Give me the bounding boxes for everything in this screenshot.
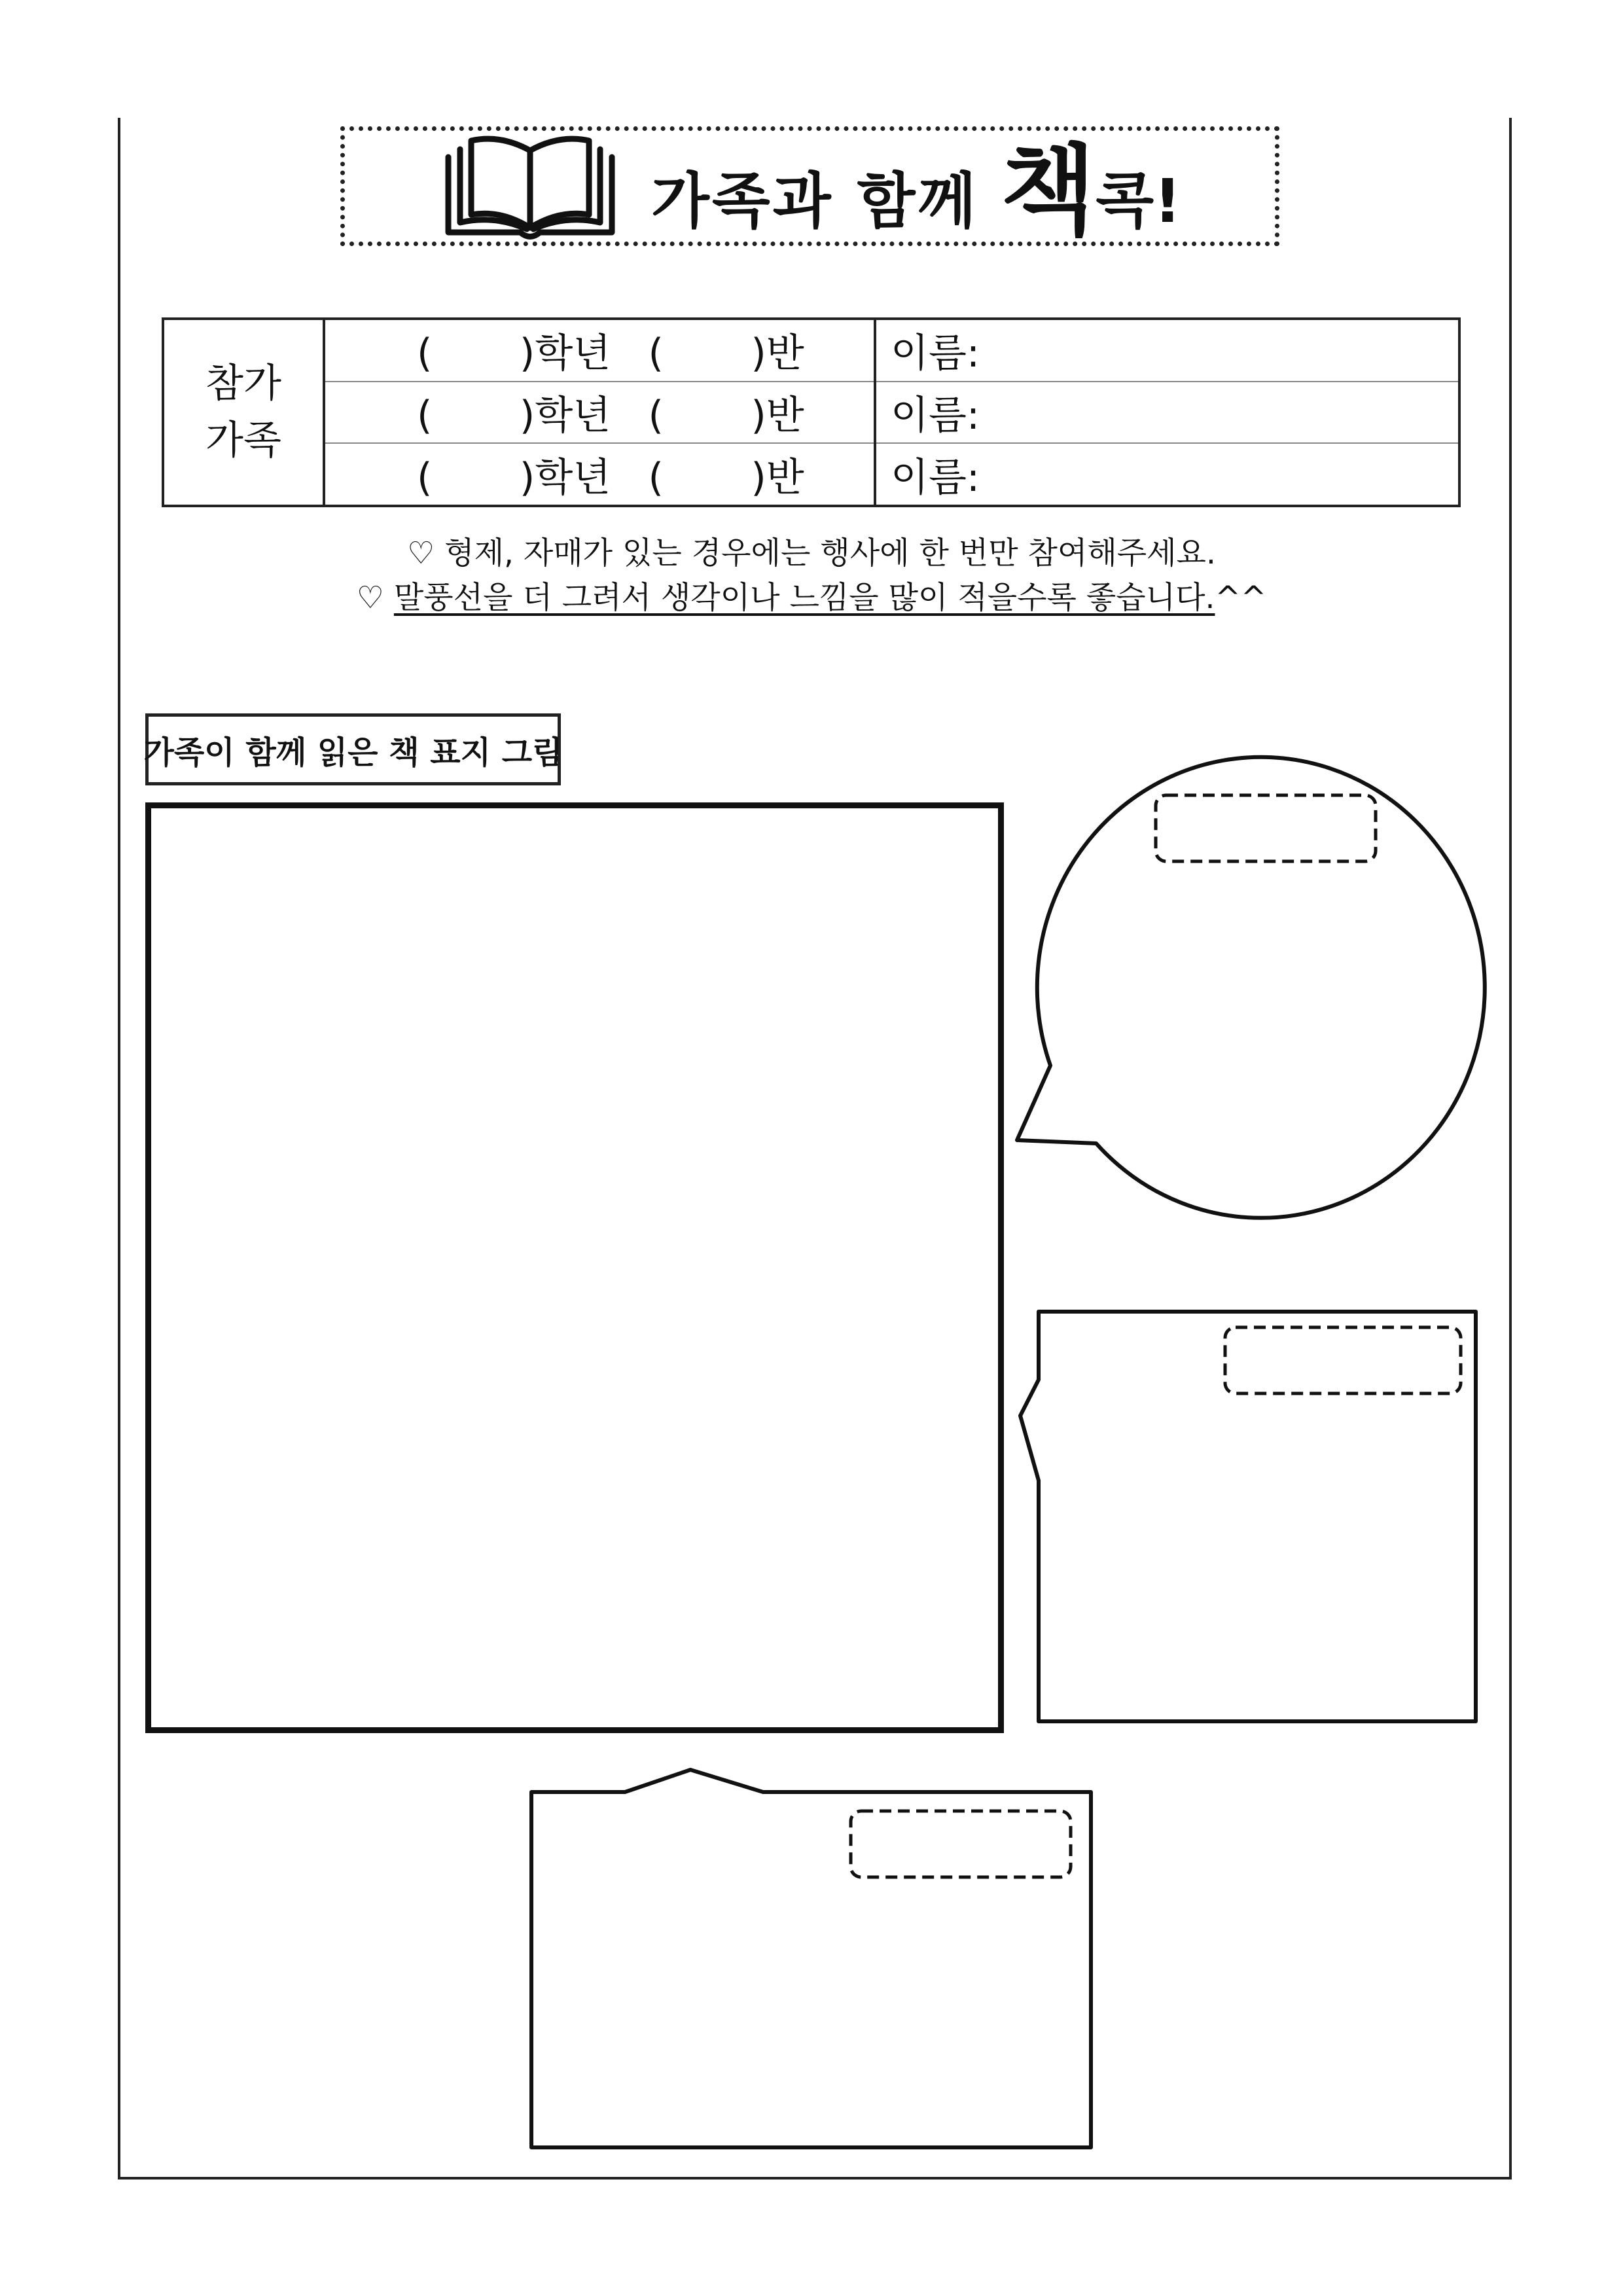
note-underlined-text: 말풍선을 더 그려서 생각이나 느낌을 많이 적을수록 좋습니다. <box>393 580 1215 616</box>
note-heart-prefix: ♡ <box>356 580 394 616</box>
grade-class-text: ( )학년 ( )반 <box>417 454 804 501</box>
right-bubble-name-tag[interactable] <box>1225 1327 1461 1393</box>
grade-class-text: ( )학년 ( )반 <box>417 392 804 439</box>
name-label: 이름: <box>891 392 980 439</box>
note-suffix: ^^ <box>1215 580 1267 616</box>
round-bubble-name-tag[interactable] <box>1156 795 1376 861</box>
bottom-speech-bubble[interactable] <box>531 1770 1091 2147</box>
participants-label-text: 참가 가족 <box>205 361 281 463</box>
round-speech-bubble[interactable] <box>1017 757 1485 1218</box>
name-label: 이름: <box>891 454 980 501</box>
title-main: 가족과 함께 <box>651 166 979 236</box>
grade-class-text: ( )학년 ( )반 <box>417 331 804 377</box>
bottom-bubble-name-tag[interactable] <box>851 1811 1071 1877</box>
title-highlight: 책 <box>1001 135 1096 249</box>
title-end: 콕! <box>1096 166 1182 236</box>
cover-section-label: 가족이 함께 읽은 책 표지 그림 <box>145 713 561 785</box>
name-label: 이름: <box>891 331 980 377</box>
note-siblings: ♡ 형제, 자매가 있는 경우에는 행사에 한 번만 참여해주세요. <box>407 535 1216 571</box>
right-speech-bubble[interactable] <box>1020 1312 1476 1721</box>
